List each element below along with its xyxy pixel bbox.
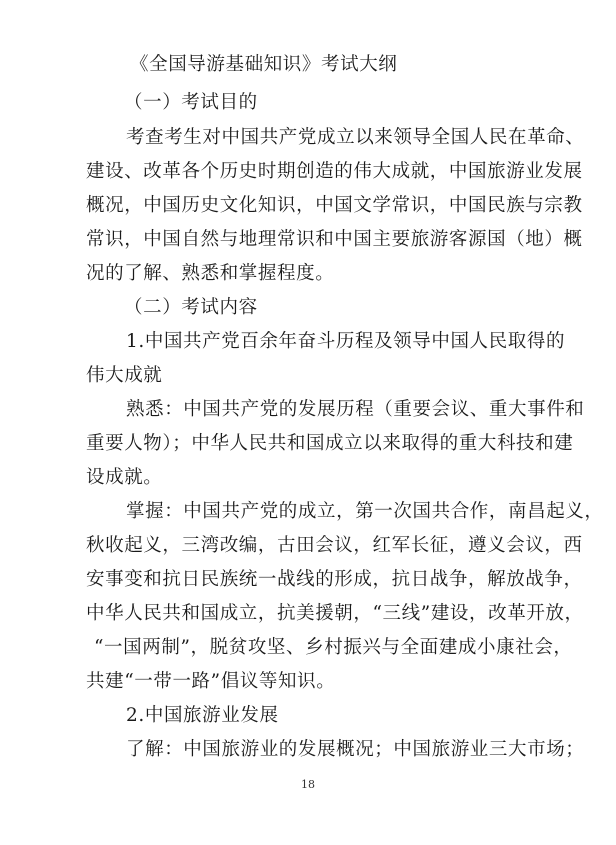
paragraph-line: 况的了解、熟悉和掌握程度。 — [86, 263, 335, 284]
paragraph-line: 掌握：中国共产党的成立，第一次国共合作，南昌起义， — [126, 501, 604, 522]
section-heading-purpose: （一）考试目的 — [124, 92, 258, 113]
paragraph-line: 共建“一带一路”倡议等知识。 — [86, 671, 336, 692]
section-heading-content: （二）考试内容 — [124, 297, 258, 318]
paragraph-line: 了解：中国旅游业的发展概况；中国旅游业三大市场； — [126, 739, 585, 760]
paragraph-line: 常识，中国自然与地理常识和中国主要旅游客源国（地）概 — [86, 229, 583, 250]
paragraph-line: 概况，中国历史文化知识，中国文学常识，中国民族与宗教 — [86, 195, 583, 216]
paragraph-line: 熟悉：中国共产党的发展历程（重要会议、重大事件和 — [126, 399, 585, 420]
paragraph-line: “一国两制”，脱贫攻坚、乡村振兴与全面建成小康社会， — [94, 637, 573, 658]
item-heading-line: 2.中国旅游业发展 — [126, 705, 279, 726]
paragraph-line: 建设、改革各个历史时期创造的伟大成就，中国旅游业发展 — [86, 161, 583, 182]
item-heading-line: 伟大成就 — [86, 365, 163, 386]
item-heading-line: 1.中国共产党百余年奋斗历程及领导中国人民取得的 — [126, 331, 566, 352]
paragraph-line: 秋收起义，三湾改编，古田会议，红军长征，遵义会议，西 — [86, 535, 583, 556]
page-number: 18 — [301, 778, 315, 791]
paragraph-line: 考查考生对中国共产党成立以来领导全国人民在革命、 — [126, 127, 585, 148]
paragraph-line: 重要人物）；中华人民共和国成立以来取得的重大科技和建 — [86, 433, 574, 454]
paragraph-line: 设成就。 — [86, 467, 163, 488]
document-title: 《全国导游基础知识》考试大纲 — [130, 54, 398, 75]
paragraph-line: 安事变和抗日民族统一战线的形成，抗日战争，解放战争， — [86, 569, 583, 590]
paragraph-line: 中华人民共和国成立，抗美援朝，“三线”建设，改革开放， — [86, 603, 584, 624]
